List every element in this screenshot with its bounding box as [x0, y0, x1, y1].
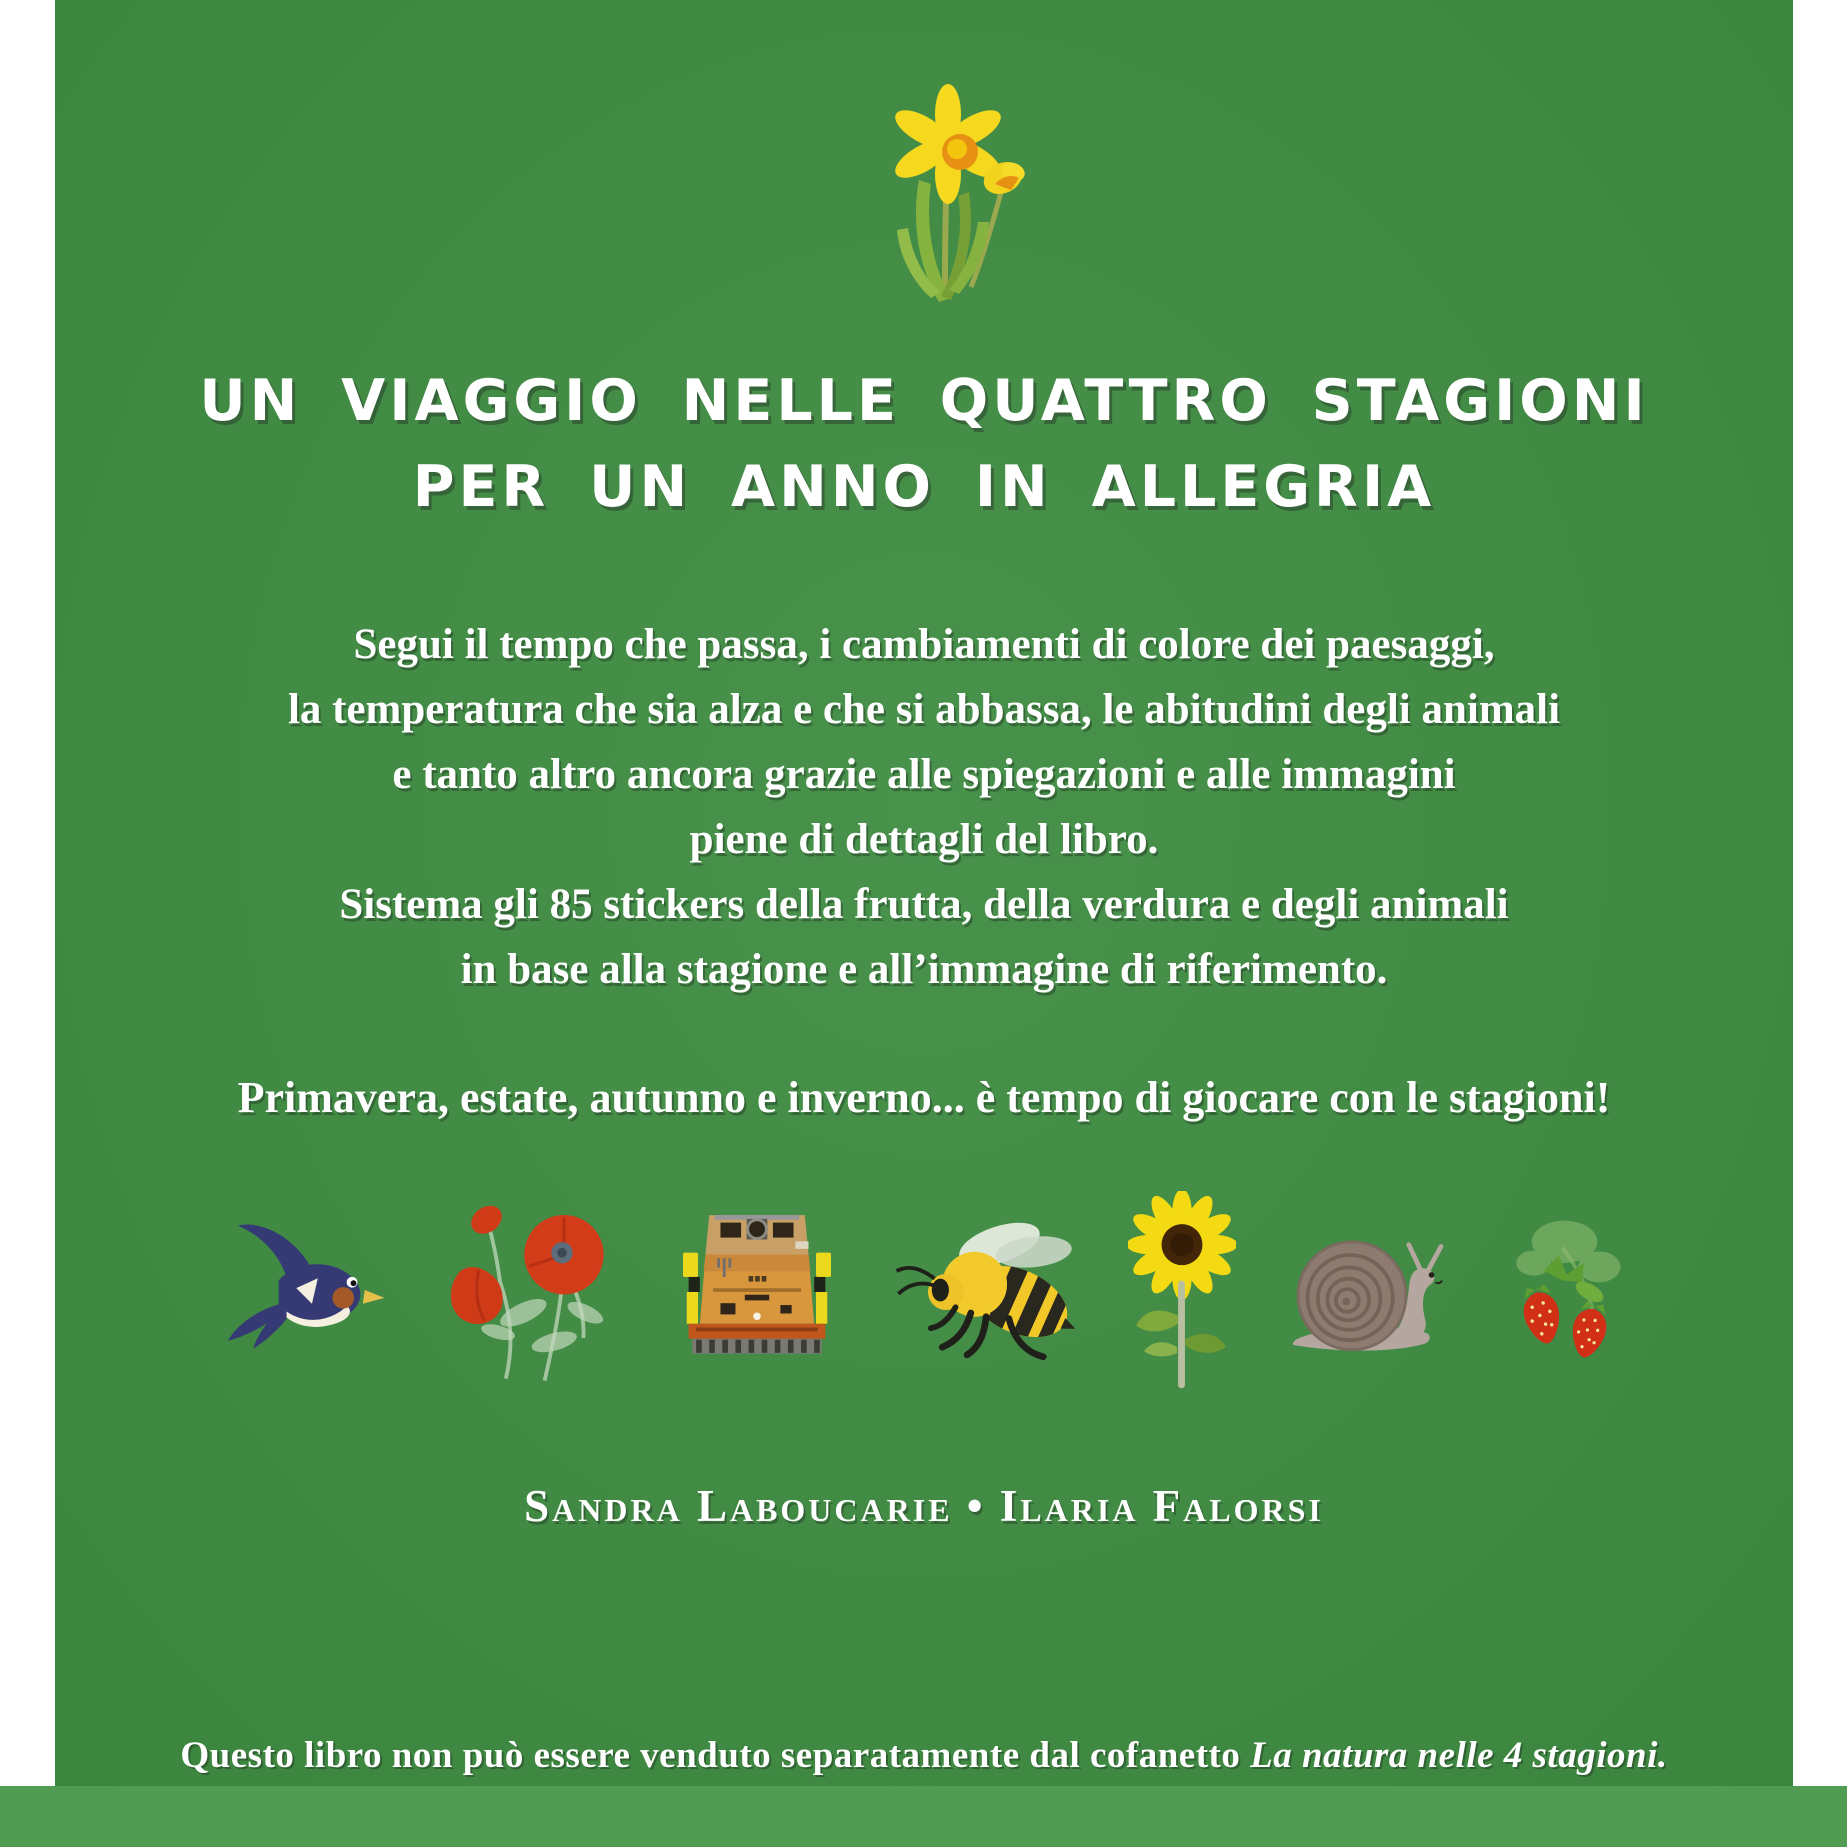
daffodil-illustration	[853, 72, 1033, 304]
cover-green-panel	[55, 0, 1793, 1786]
paragraph-line: la temperatura che sia alza e che si abbassa, le abitudini degli animali	[287, 686, 1561, 733]
bee-illustration	[890, 1210, 1086, 1372]
paragraph-line: in base alla stagione e all’immagine di riferimento.	[460, 946, 1388, 993]
paragraph-line: Segui il tempo che passa, i cambiamenti di colore dei paesaggi,	[353, 621, 1495, 668]
harvester-illustration	[666, 1202, 848, 1380]
illustrations-row	[55, 1178, 1793, 1403]
headline-line-2: PER UN ANNO IN ALLEGRIA	[412, 454, 1436, 520]
daffodil-icon	[853, 72, 1033, 304]
tagline: Primavera, estate, autunno e inverno... è tempo di giocare con le stagioni!	[237, 1073, 1611, 1122]
bottom-note-regular: Questo libro non può essere venduto separatamente dal cofanetto	[180, 1735, 1251, 1776]
headline	[55, 358, 1793, 530]
strawberries-illustration	[1504, 1209, 1626, 1373]
snail-illustration	[1278, 1220, 1462, 1362]
bottom-note	[55, 1734, 1793, 1777]
paragraph-line: e tanto altro ancora grazie alle spiegazioni e alle immagini	[392, 751, 1456, 798]
sunflower-illustration	[1128, 1191, 1236, 1391]
poppies-illustration	[440, 1196, 624, 1386]
bottom-note-title-italic: La natura nelle 4 stagioni.	[1250, 1735, 1668, 1776]
headline-line-1: UN VIAGGIO NELLE QUATTRO STAGIONI	[199, 368, 1649, 434]
description-paragraph	[55, 612, 1793, 1002]
authors-line: Sandra Laboucarie • Ilaria Falorsi	[524, 1481, 1324, 1531]
paragraph-line: Sistema gli 85 stickers della frutta, della verdura e degli animali	[339, 881, 1509, 928]
bottom-green-band	[0, 1786, 1847, 1847]
swallow-illustration	[222, 1217, 398, 1365]
paragraph-line: piene di dettagli del libro.	[689, 816, 1159, 863]
